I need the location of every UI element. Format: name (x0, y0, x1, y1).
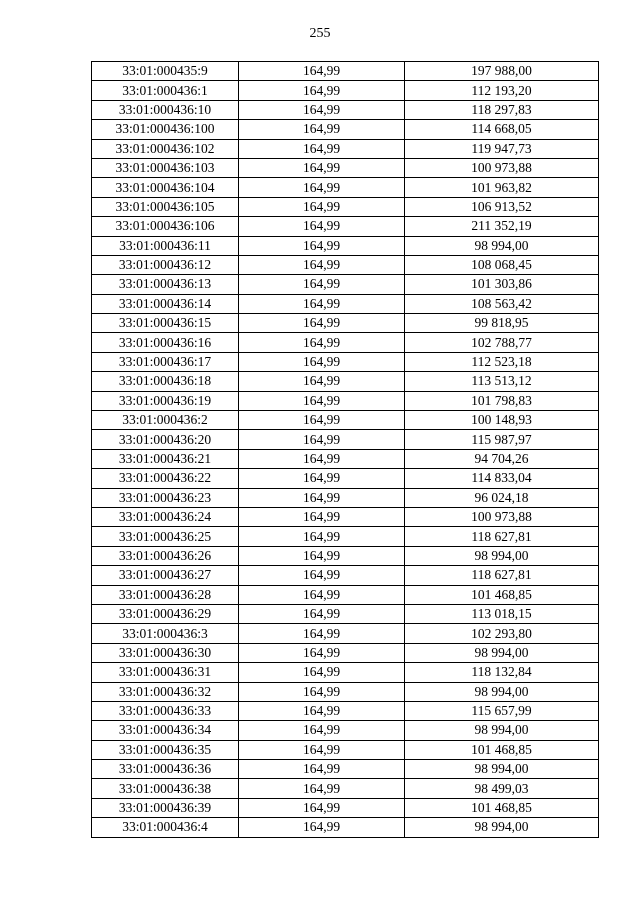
table-row (92, 779, 599, 798)
cadastral-value-cell: 108 068,45 (405, 255, 599, 274)
rate-cell: 164,99 (239, 585, 405, 604)
cadastral-number-cell: 33:01:000436:2 (92, 411, 239, 430)
rate-cell: 164,99 (239, 740, 405, 759)
rate-cell: 164,99 (239, 643, 405, 662)
rate-cell: 164,99 (239, 604, 405, 623)
rate-cell: 164,99 (239, 352, 405, 371)
table-row (92, 255, 599, 274)
table-row (92, 62, 599, 81)
cadastral-value-table (91, 61, 599, 838)
cadastral-value-cell: 101 468,85 (405, 585, 599, 604)
cadastral-value-cell: 98 994,00 (405, 546, 599, 565)
cadastral-value-cell: 99 818,95 (405, 314, 599, 333)
cadastral-value-cell: 101 303,86 (405, 275, 599, 294)
rate-cell: 164,99 (239, 663, 405, 682)
rate-cell: 164,99 (239, 372, 405, 391)
cadastral-number-cell: 33:01:000436:28 (92, 585, 239, 604)
rate-cell: 164,99 (239, 217, 405, 236)
cadastral-value-cell: 211 352,19 (405, 217, 599, 236)
table-row (92, 352, 599, 371)
table-row (92, 236, 599, 255)
cadastral-value-cell: 112 523,18 (405, 352, 599, 371)
rate-cell: 164,99 (239, 100, 405, 119)
cadastral-number-cell: 33:01:000436:21 (92, 449, 239, 468)
cadastral-value-cell: 98 994,00 (405, 236, 599, 255)
rate-cell: 164,99 (239, 333, 405, 352)
table-row (92, 391, 599, 410)
table-row (92, 469, 599, 488)
cadastral-number-cell: 33:01:000436:26 (92, 546, 239, 565)
cadastral-number-cell: 33:01:000436:102 (92, 139, 239, 158)
table-row (92, 604, 599, 623)
cadastral-value-cell: 119 947,73 (405, 139, 599, 158)
cadastral-value-cell: 197 988,00 (405, 62, 599, 81)
table-row (92, 760, 599, 779)
rate-cell: 164,99 (239, 120, 405, 139)
cadastral-number-cell: 33:01:000436:27 (92, 566, 239, 585)
table-row (92, 275, 599, 294)
cadastral-value-cell: 101 798,83 (405, 391, 599, 410)
cadastral-number-cell: 33:01:000436:11 (92, 236, 239, 255)
rate-cell: 164,99 (239, 294, 405, 313)
cadastral-number-cell: 33:01:000436:33 (92, 701, 239, 720)
cadastral-value-cell: 115 657,99 (405, 701, 599, 720)
rate-cell: 164,99 (239, 779, 405, 798)
rate-cell: 164,99 (239, 391, 405, 410)
table-row (92, 585, 599, 604)
table-row (92, 120, 599, 139)
rate-cell: 164,99 (239, 62, 405, 81)
cadastral-number-cell: 33:01:000436:23 (92, 488, 239, 507)
table-row (92, 507, 599, 526)
rate-cell: 164,99 (239, 236, 405, 255)
cadastral-value-cell: 108 563,42 (405, 294, 599, 313)
cadastral-number-cell: 33:01:000436:35 (92, 740, 239, 759)
cadastral-number-cell: 33:01:000436:19 (92, 391, 239, 410)
cadastral-value-cell: 118 627,81 (405, 566, 599, 585)
table-row (92, 566, 599, 585)
rate-cell: 164,99 (239, 701, 405, 720)
cadastral-number-cell: 33:01:000436:30 (92, 643, 239, 662)
cadastral-value-cell: 94 704,26 (405, 449, 599, 468)
rate-cell: 164,99 (239, 275, 405, 294)
rate-cell: 164,99 (239, 314, 405, 333)
table-row (92, 701, 599, 720)
cadastral-value-cell: 112 193,20 (405, 81, 599, 100)
cadastral-value-cell: 101 468,85 (405, 740, 599, 759)
table-row (92, 682, 599, 701)
cadastral-number-cell: 33:01:000436:13 (92, 275, 239, 294)
cadastral-value-cell: 98 994,00 (405, 760, 599, 779)
table-row (92, 197, 599, 216)
cadastral-value-cell: 113 513,12 (405, 372, 599, 391)
table-row (92, 430, 599, 449)
rate-cell: 164,99 (239, 682, 405, 701)
cadastral-value-cell: 98 994,00 (405, 643, 599, 662)
table-row (92, 488, 599, 507)
rate-cell: 164,99 (239, 760, 405, 779)
rate-cell: 164,99 (239, 488, 405, 507)
rate-cell: 164,99 (239, 566, 405, 585)
rate-cell: 164,99 (239, 158, 405, 177)
cadastral-number-cell: 33:01:000436:18 (92, 372, 239, 391)
table-row (92, 217, 599, 236)
cadastral-value-cell: 98 994,00 (405, 721, 599, 740)
table-row (92, 663, 599, 682)
cadastral-value-cell: 98 994,00 (405, 818, 599, 837)
cadastral-value-cell: 100 148,93 (405, 411, 599, 430)
cadastral-value-cell: 106 913,52 (405, 197, 599, 216)
table-body (92, 62, 599, 838)
rate-cell: 164,99 (239, 818, 405, 837)
rate-cell: 164,99 (239, 197, 405, 216)
cadastral-number-cell: 33:01:000436:105 (92, 197, 239, 216)
table-row (92, 139, 599, 158)
cadastral-number-cell: 33:01:000436:104 (92, 178, 239, 197)
table-row (92, 294, 599, 313)
rate-cell: 164,99 (239, 411, 405, 430)
cadastral-number-cell: 33:01:000435:9 (92, 62, 239, 81)
cadastral-value-cell: 102 293,80 (405, 624, 599, 643)
cadastral-value-cell: 102 788,77 (405, 333, 599, 352)
cadastral-number-cell: 33:01:000436:22 (92, 469, 239, 488)
rate-cell: 164,99 (239, 430, 405, 449)
cadastral-value-cell: 100 973,88 (405, 507, 599, 526)
rate-cell: 164,99 (239, 255, 405, 274)
cadastral-value-cell: 98 499,03 (405, 779, 599, 798)
cadastral-number-cell: 33:01:000436:32 (92, 682, 239, 701)
cadastral-value-cell: 118 132,84 (405, 663, 599, 682)
table-row (92, 372, 599, 391)
rate-cell: 164,99 (239, 527, 405, 546)
cadastral-number-cell: 33:01:000436:31 (92, 663, 239, 682)
cadastral-value-cell: 100 973,88 (405, 158, 599, 177)
cadastral-number-cell: 33:01:000436:103 (92, 158, 239, 177)
cadastral-value-cell: 101 963,82 (405, 178, 599, 197)
cadastral-number-cell: 33:01:000436:36 (92, 760, 239, 779)
table-row (92, 314, 599, 333)
cadastral-value-cell: 115 987,97 (405, 430, 599, 449)
table-row (92, 449, 599, 468)
table-row (92, 818, 599, 837)
cadastral-number-cell: 33:01:000436:38 (92, 779, 239, 798)
cadastral-value-cell: 96 024,18 (405, 488, 599, 507)
rate-cell: 164,99 (239, 139, 405, 158)
table-row (92, 100, 599, 119)
cadastral-number-cell: 33:01:000436:34 (92, 721, 239, 740)
cadastral-number-cell: 33:01:000436:1 (92, 81, 239, 100)
cadastral-number-cell: 33:01:000436:100 (92, 120, 239, 139)
cadastral-number-cell: 33:01:000436:29 (92, 604, 239, 623)
cadastral-number-cell: 33:01:000436:14 (92, 294, 239, 313)
table-row (92, 411, 599, 430)
cadastral-number-cell: 33:01:000436:10 (92, 100, 239, 119)
cadastral-number-cell: 33:01:000436:17 (92, 352, 239, 371)
table-row (92, 798, 599, 817)
rate-cell: 164,99 (239, 449, 405, 468)
rate-cell: 164,99 (239, 721, 405, 740)
cadastral-value-cell: 118 297,83 (405, 100, 599, 119)
cadastral-value-cell: 98 994,00 (405, 682, 599, 701)
cadastral-number-cell: 33:01:000436:3 (92, 624, 239, 643)
table-row (92, 546, 599, 565)
page-number: 255 (309, 26, 331, 41)
table-row (92, 158, 599, 177)
cadastral-number-cell: 33:01:000436:20 (92, 430, 239, 449)
table-row (92, 721, 599, 740)
rate-cell: 164,99 (239, 546, 405, 565)
table-row (92, 740, 599, 759)
rate-cell: 164,99 (239, 81, 405, 100)
rate-cell: 164,99 (239, 798, 405, 817)
table-row (92, 527, 599, 546)
cadastral-value-cell: 118 627,81 (405, 527, 599, 546)
rate-cell: 164,99 (239, 469, 405, 488)
cadastral-number-cell: 33:01:000436:106 (92, 217, 239, 236)
rate-cell: 164,99 (239, 624, 405, 643)
cadastral-number-cell: 33:01:000436:39 (92, 798, 239, 817)
cadastral-value-cell: 114 833,04 (405, 469, 599, 488)
rate-cell: 164,99 (239, 507, 405, 526)
cadastral-number-cell: 33:01:000436:16 (92, 333, 239, 352)
cadastral-number-cell: 33:01:000436:12 (92, 255, 239, 274)
cadastral-number-cell: 33:01:000436:15 (92, 314, 239, 333)
cadastral-value-cell: 113 018,15 (405, 604, 599, 623)
cadastral-value-cell: 114 668,05 (405, 120, 599, 139)
table-row (92, 624, 599, 643)
table-row (92, 643, 599, 662)
table-row (92, 81, 599, 100)
cadastral-number-cell: 33:01:000436:4 (92, 818, 239, 837)
cadastral-value-cell: 101 468,85 (405, 798, 599, 817)
cadastral-number-cell: 33:01:000436:24 (92, 507, 239, 526)
table-row (92, 333, 599, 352)
cadastral-number-cell: 33:01:000436:25 (92, 527, 239, 546)
rate-cell: 164,99 (239, 178, 405, 197)
table-row (92, 178, 599, 197)
